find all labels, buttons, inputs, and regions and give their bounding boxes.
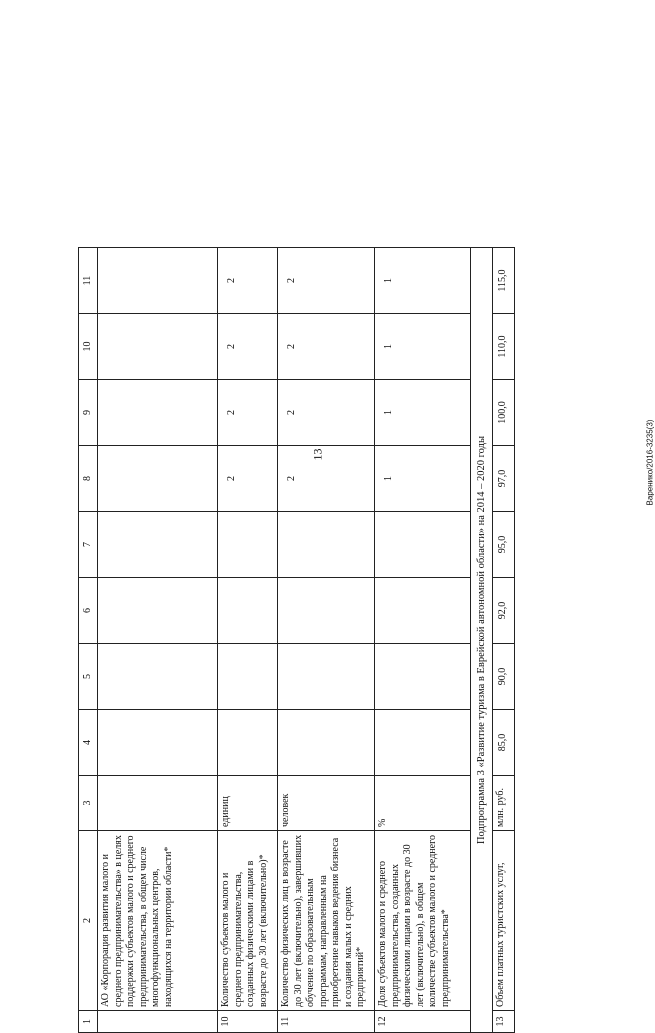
value-cell — [375, 578, 471, 644]
value-cell — [98, 644, 218, 710]
header-row — [79, 248, 98, 1033]
table-row — [98, 248, 218, 1033]
value-cell — [375, 644, 471, 710]
header-cell: 9 — [79, 380, 98, 446]
value-cell — [98, 446, 218, 512]
value-cell: 1 — [375, 248, 471, 314]
value-cell: 1 — [375, 446, 471, 512]
header-cell: 7 — [79, 512, 98, 578]
value-cell — [218, 512, 278, 578]
value-cell — [98, 380, 218, 446]
header-cell: 8 — [79, 446, 98, 512]
value-cell: 2 — [218, 446, 278, 512]
header-cell: 3 — [79, 776, 98, 831]
value-cell: 115,0 — [493, 248, 515, 314]
indicator-name: Доля субъектов малого и среднего предпринимательства, созданных физическими лицами в возрасте до 30 лет (включительно), в общем количестве субъектов малого и среднего предпринимательства* — [375, 831, 471, 1011]
value-cell — [98, 248, 218, 314]
value-cell: 2 — [218, 314, 278, 380]
value-cell: 100,0 — [493, 380, 515, 446]
value-cell: 110,0 — [493, 314, 515, 380]
header-cell: 11 — [79, 248, 98, 314]
header-cell: 10 — [79, 314, 98, 380]
row-number: 13 — [493, 1011, 515, 1033]
table-row — [218, 248, 278, 1033]
row-number: 12 — [375, 1011, 471, 1033]
value-cell — [375, 710, 471, 776]
unit: человек — [278, 776, 375, 831]
unit: единиц — [218, 776, 278, 831]
value-cell — [98, 512, 218, 578]
value-cell: 2 — [278, 314, 375, 380]
indicator-name: Количество физических лиц в возрасте до 30 лет (включительно), завершивших обучение по образовательным программам, направленным на приобретение навыков ведения бизнеса и создания малых и средних предприятий* — [278, 831, 375, 1011]
page-number: 13 — [310, 448, 325, 461]
value-cell: 2 — [218, 380, 278, 446]
value-cell: 2 — [218, 248, 278, 314]
value-cell — [278, 578, 375, 644]
value-cell — [218, 578, 278, 644]
table-row — [493, 248, 515, 1033]
value-cell — [278, 710, 375, 776]
value-cell — [375, 512, 471, 578]
subprogram-title: Подпрограмма 3 «Развитие туризма в Еврейской автономной области» на 2014 – 2020 годы — [471, 248, 493, 1033]
value-cell: 95,0 — [493, 512, 515, 578]
header-cell: 6 — [79, 578, 98, 644]
value-cell — [278, 512, 375, 578]
header-cell: 2 — [79, 831, 98, 1011]
table-row — [278, 248, 375, 1033]
indicators-table — [78, 247, 515, 1033]
value-cell: 90,0 — [493, 644, 515, 710]
value-cell: 85,0 — [493, 710, 515, 776]
value-cell — [98, 710, 218, 776]
value-cell: 1 — [375, 380, 471, 446]
value-cell: 97,0 — [493, 446, 515, 512]
row-number: 10 — [218, 1011, 278, 1033]
row-number — [98, 1011, 218, 1033]
value-cell: 2 — [278, 446, 375, 512]
value-cell: 2 — [278, 248, 375, 314]
subprogram-row — [471, 248, 493, 1033]
value-cell — [278, 644, 375, 710]
table-row — [375, 248, 471, 1033]
value-cell: 92,0 — [493, 578, 515, 644]
indicator-name: АО «Корпорация развития малого и среднего предпринимательства» в целях поддержки субъектов малого и среднего предпринимательства, в общем числе многофункциональных центров, находящихся на территории области* — [98, 831, 218, 1011]
indicator-name: Количество субъектов малого и среднего предпринимательства, созданных физическими лицами в возрасте до 30 лет (включительно)* — [218, 831, 278, 1011]
unit — [98, 776, 218, 831]
document-stamp: Варенико/2016-3235(3) — [645, 419, 655, 506]
indicator-name: Объем платных туристских услуг, — [493, 831, 515, 1011]
unit: % — [375, 776, 471, 831]
value-cell — [98, 314, 218, 380]
header-cell: 1 — [79, 1011, 98, 1033]
value-cell — [98, 578, 218, 644]
indicators-table-rotated — [78, 248, 543, 1033]
header-cell: 4 — [79, 710, 98, 776]
value-cell: 2 — [278, 380, 375, 446]
value-cell — [218, 644, 278, 710]
row-number: 11 — [278, 1011, 375, 1033]
value-cell: 1 — [375, 314, 471, 380]
header-cell: 5 — [79, 644, 98, 710]
unit: млн. руб. — [493, 776, 515, 831]
value-cell — [218, 710, 278, 776]
